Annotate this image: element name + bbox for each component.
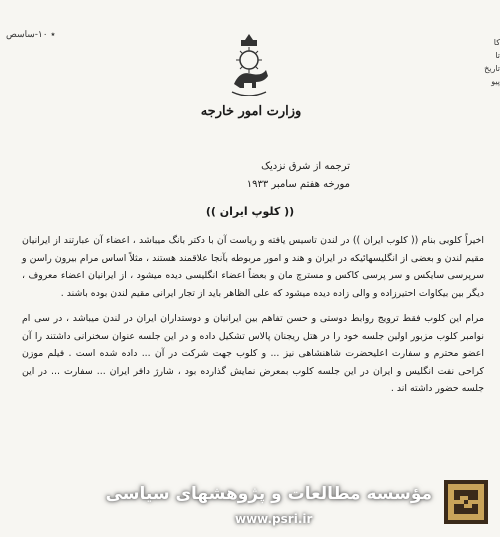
stamp-column [480,36,500,88]
document-title: (( کلوپ ایران )) [205,205,295,218]
institute-name: مؤسسه مطالعات و پژوهشهای سیاسی [105,484,432,504]
reference-mark: ٭ ١٠-ساسص [6,30,56,40]
stamp-line: تا [495,51,500,60]
stamp-line: تاریخ [484,64,500,73]
stamp-line: کا [493,38,500,47]
ministry-heading: وزارت امور خارجه [200,104,302,119]
stamp-line: پیو [491,77,500,86]
institute-watermark [0,472,500,537]
lion-and-sun-emblem [226,32,272,96]
document-body [22,232,484,406]
body-paragraph: مرام این کلوب فقط ترویج روابط دوستی و حسن تفاهم بین ایرانیان و دوستداران ایران در لندن میباشد ، در سی ام نوامبر کلوب مزبور اولین جلسه خود را در هتل ریجنان پالاس تشکیل داده و در این جلسه عنوان سخنرانی داشتند را آن اعضو محترم و سفارت اعلیحضرت شاهنشاهی نیز ... و کلوب جهت شرکت در آن ... داده شده است . فیلم موزن کراحی نفت انگلیس و ایران در این جلسه کلوب بمعرض نمایش گذارده بود ، شارژ دافر ایران ... سفارت ... در این جلسه حضور داشته اند . [22,313,484,394]
date-line: مورخه هفتم سامبر ۱۹۳۳ [246,179,350,190]
institute-logo-icon [444,480,488,524]
document-meta [220,158,350,194]
source-line: ترجمه از شرق نزدیک [261,161,350,172]
institute-url[interactable]: www.psri.ir [235,512,313,526]
body-paragraph: اخیراً کلوبی بنام (( کلوب ایران )) در لندن تاسیس یافته و ریاست آن با دکتر بانگ میباشد ، اعضاء آن عبارتند از ایرانیان مقیم لندن و بعضی از انگلیسهائیکه در ایران و هند و امور مربوطه بآنجا علاقمند هستند ، مثلاً اساس مرام بیرون راسن و سرپرسی سایکس و سر پرسی کاکس و مسترچ مان و بعضاً اعضاء انگلیسی دیده میشود ، از ایرانیان اعضاء معروف ، دیگر بین بیکاوات احتیرزاده و والی زاده دیده میشود که علی الظاهر باید از تجار ایرانی مقیم لندن بوده باشند . [22,235,484,299]
